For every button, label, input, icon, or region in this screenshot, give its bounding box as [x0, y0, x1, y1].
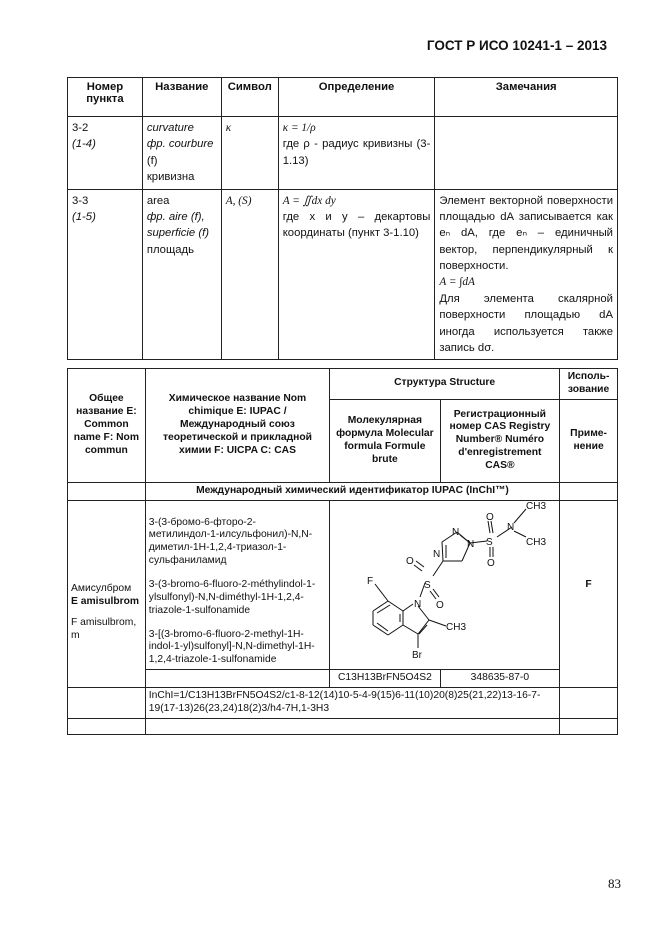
- formula-cell: [330, 670, 440, 688]
- name-fr: фр. courbure: [146, 138, 214, 151]
- table-row: [68, 189, 618, 360]
- empty-cell: [145, 718, 559, 734]
- name-en: curvature: [146, 122, 194, 134]
- header-formula: Молекулярная формула Molecular formula Formule brute: [330, 399, 440, 482]
- header-definition: Определение: [278, 78, 435, 117]
- chem-header-row-1: [68, 369, 618, 400]
- common-name-fr: F amisulbrom, m: [71, 616, 137, 641]
- terms-table: [67, 77, 618, 360]
- common-name-en: E amisulbrom: [71, 595, 140, 607]
- molecule-structure-image: [330, 501, 559, 663]
- atom-label-f: F: [367, 575, 374, 587]
- header-num: Номер пункта: [68, 78, 143, 117]
- inchi-row: [68, 688, 618, 719]
- atom-label-s-right: S: [486, 536, 493, 548]
- page-number: 83: [608, 876, 621, 891]
- blank-row: [68, 718, 618, 734]
- empty-cell: [68, 482, 146, 500]
- cas-cell: [440, 670, 560, 688]
- remark-formula: A = ∫dA: [439, 276, 475, 289]
- atom-label-s-left: S: [424, 579, 431, 591]
- usage-value: F: [585, 578, 592, 590]
- structure-cell: [330, 500, 560, 670]
- atom-label-n2: N: [452, 526, 460, 538]
- atom-label-n-dimethyl: N: [507, 521, 515, 533]
- row-ref: (1-4): [72, 138, 96, 151]
- header-chemical-name: Химическое название Nom chimique E: IUPAC / Международный союз теоретической и прикладной химии F: UICPA C: CAS: [145, 369, 329, 483]
- chem-names-cell: [145, 500, 329, 670]
- atom-label-o3: O: [406, 555, 414, 567]
- molecular-formula: C13H13BrFN5O4S2: [337, 672, 432, 684]
- header-structure: Структура Structure: [330, 369, 560, 400]
- chem-name-fr: 3-(3-bromo-6-fluoro-2-méthylindol-1-ylsulfonyl)-N,N-diméthyl-1H-1,2,4-triazole-1-sulfonamide: [148, 579, 316, 616]
- header-cas: Регистрационный номер CAS Registry Number® Numéro d'enregistrement CAS®: [440, 399, 560, 482]
- row-num: 3-2: [72, 122, 89, 134]
- header-symbol: Символ: [221, 78, 278, 117]
- row-name-cell: [142, 189, 221, 360]
- empty-cell: [560, 482, 618, 500]
- header-usage: Исполь-зование: [560, 369, 618, 400]
- name-fr-gender: (f): [146, 154, 158, 167]
- standard-header: ГОСТ Р ИСО 10241-1 – 2013: [426, 38, 607, 53]
- atom-label-ch3-top: CH3: [526, 500, 547, 512]
- usage-cell: [560, 500, 618, 687]
- name-ru: кривизна: [146, 171, 195, 184]
- name-ru: площадь: [146, 243, 195, 256]
- atom-label-n1: N: [467, 538, 475, 550]
- empty-cell: [145, 670, 329, 688]
- atom-label-br: Br: [412, 649, 423, 661]
- atom-label-n-indole: N: [414, 598, 422, 610]
- definition-formula: A = ∬dx dy: [282, 194, 336, 207]
- common-name-cell: [68, 500, 146, 687]
- row-symbol-cell: [221, 117, 278, 190]
- empty-cell: [68, 718, 146, 734]
- definition-formula: κ = 1/ρ: [282, 122, 316, 134]
- remark-text-2: Для элемента скалярной поверхности площадью dA иногда используется также запись dσ.: [439, 292, 613, 354]
- header-remarks: Замечания: [435, 78, 618, 117]
- row-num-cell: [68, 189, 143, 360]
- formula-row: [68, 670, 618, 688]
- chem-name-ru: 3-(3-бромо-6-фторо-2-метилиндол-1-илсульфонил)-N,N-диметил-1H-1,2,4-триазол-1-сульфаниламид: [148, 516, 313, 567]
- table-row: [68, 500, 618, 670]
- header-common-name: Общее название E: Common name F: Nom commun: [68, 369, 146, 483]
- atom-label-n4: N: [433, 548, 441, 560]
- row-remarks-cell: [435, 189, 618, 360]
- terms-header-row: [68, 78, 618, 117]
- atom-label-ch3-right: CH3: [526, 536, 547, 548]
- header-inchi: Международный химический идентификатор IUPAC (InChI™): [145, 482, 559, 500]
- symbol: A, (S): [225, 194, 252, 207]
- table-row: [68, 117, 618, 190]
- row-num-cell: [68, 117, 143, 190]
- remark-text-1: Элемент векторной поверхности площадью dA записывается как eₙ dA, где eₙ – единичный вектор, перпендикулярный к поверхности.: [439, 194, 613, 272]
- definition-text: где x и y – декартовы координаты (пункт 3-1.10): [282, 210, 431, 240]
- empty-cell: [560, 718, 618, 734]
- chemical-table: [67, 368, 618, 735]
- symbol: κ: [225, 122, 232, 134]
- atom-label-o4: O: [436, 599, 444, 611]
- definition-text: где ρ - радиус кривизны (3-1.13): [282, 138, 431, 167]
- row-symbol-cell: [221, 189, 278, 360]
- header-application: Приме-нение: [560, 399, 618, 482]
- empty-cell: [68, 688, 146, 719]
- row-def-cell: [278, 117, 435, 190]
- empty-cell: [560, 688, 618, 719]
- atom-label-ch3-indole: CH3: [446, 621, 467, 633]
- header-name: Название: [142, 78, 221, 117]
- row-num: 3-3: [72, 194, 89, 207]
- inchi-cell: [145, 688, 559, 719]
- row-ref: (1-5): [72, 210, 96, 223]
- inchi-value: InChI=1/C13H13BrFN5O4S2/c1-8-12(14)10-5-4-9(15)6-11(10)20(8)25(21,22)13-16-7-19(17-13)26(23,24)18(2)3/h4-7H,1-3H3: [148, 690, 541, 714]
- chem-name-en: 3-[(3-bromo-6-fluoro-2-methyl-1H-indol-1-yl)sulfonyl]-N,N-dimethyl-1H-1,2,4-triazole-1-sulfonamide: [148, 628, 315, 666]
- row-name-cell: [142, 117, 221, 190]
- atom-label-o1: O: [486, 511, 494, 523]
- name-fr-2: superficie (f): [146, 227, 209, 240]
- chem-inchi-header-row: [68, 482, 618, 500]
- row-def-cell: [278, 189, 435, 360]
- row-remarks-cell: [435, 117, 618, 190]
- atom-label-o2: O: [487, 557, 495, 569]
- name-fr: фр. aire (f),: [146, 210, 205, 223]
- cas-number: 348635-87-0: [470, 672, 530, 684]
- common-name-ru: Амисулбром: [71, 583, 132, 595]
- name-en: area: [146, 194, 170, 207]
